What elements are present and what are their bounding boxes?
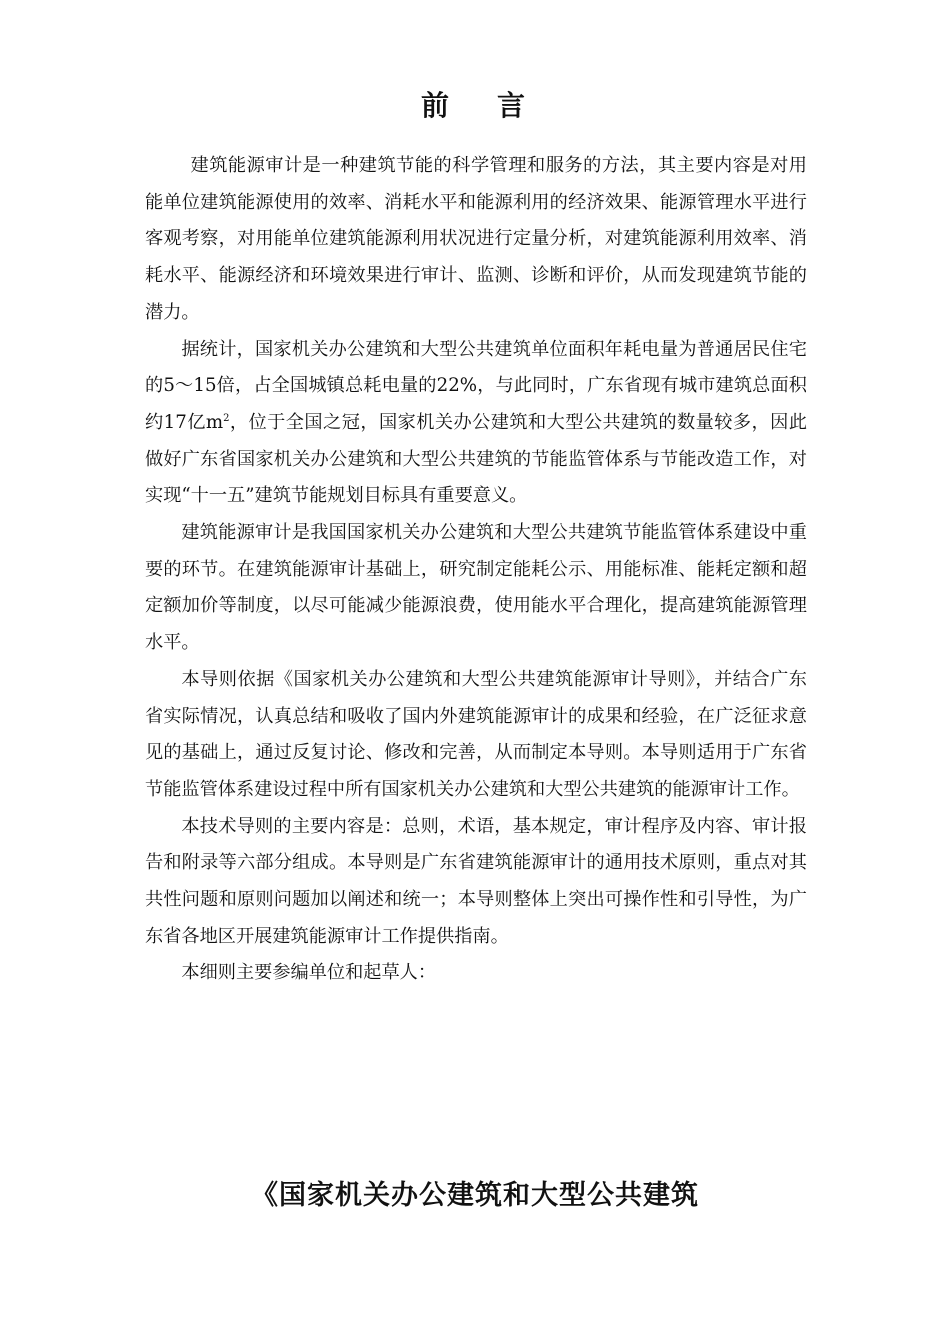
paragraph-2-part-2: ，位于全国之冠，国家机关办公建筑和大型公共建筑的数量较多，因此做好广东省国家机关办公建筑和大型公共建筑的节能监管体系与节能改造工作，对实现“十一五”建筑节能规划目标具有重要意义。	[145, 411, 807, 507]
paragraph-1: 建筑能源审计是一种建筑节能的科学管理和服务的方法，其主要内容是对用能单位建筑能源使用的效率、消耗水平和能源利用的经济效果、能源管理水平进行客观考察，对用能单位建筑能源利用状况进行定量分析，对建筑能源利用效率、消耗水平、能源经济和环境效果进行审计、监测、诊断和评价，从而发现建筑节能的潜力。	[145, 155, 807, 323]
paragraph-3: 建筑能源审计是我国国家机关办公建筑和大型公共建筑节能监管体系建设中重要的环节。在建筑能源审计基础上，研究制定能耗公示、用能标准、能耗定额和超定额加价等制度，以尽可能减少能源浪费，使用能水平合理化，提高建筑能源管理水平。	[145, 522, 807, 654]
paragraph-6: 本细则主要参编单位和起草人：	[181, 962, 437, 984]
paragraph-2	[145, 332, 807, 516]
preface-title-char-2: 言	[497, 89, 530, 122]
area-unit-superscript: 2	[223, 412, 230, 424]
paragraph-5: 本技术导则的主要内容是：总则，术语，基本规定，审计程序及内容、审计报告和附录等六部分组成。本导则是广东省建筑能源审计的通用技术原则，重点对其共性问题和原则问题加以阐述和统一；本导则整体上突出可操作性和引导性，为广东省各地区开展建筑能源审计工作提供指南。	[145, 815, 807, 947]
preface-title-char-1: 前	[420, 89, 453, 122]
preface-title	[0, 86, 950, 126]
paragraph-2-part-1: 据统计，国家机关办公建筑和大型公共建筑单位面积年耗电量为普通居民住宅的5～15倍，占全国城镇总耗电量的22%，与此同时，广东省现有城市建筑总面积约17亿m	[145, 338, 807, 433]
preface-body	[145, 148, 807, 992]
guideline-title: 《国家机关办公建筑和大型公共建筑	[251, 1180, 699, 1211]
paragraph-4: 本导则依据《国家机关办公建筑和大型公共建筑能源审计导则》，并结合广东省实际情况，认真总结和吸收了国内外建筑能源审计的成果和经验，在广泛征求意见的基础上，通过反复讨论、修改和完善，从而制定本导则。本导则适用于广东省节能监管体系建设过程中所有国家机关办公建筑和大型公共建筑的能源审计工作。	[145, 668, 807, 800]
